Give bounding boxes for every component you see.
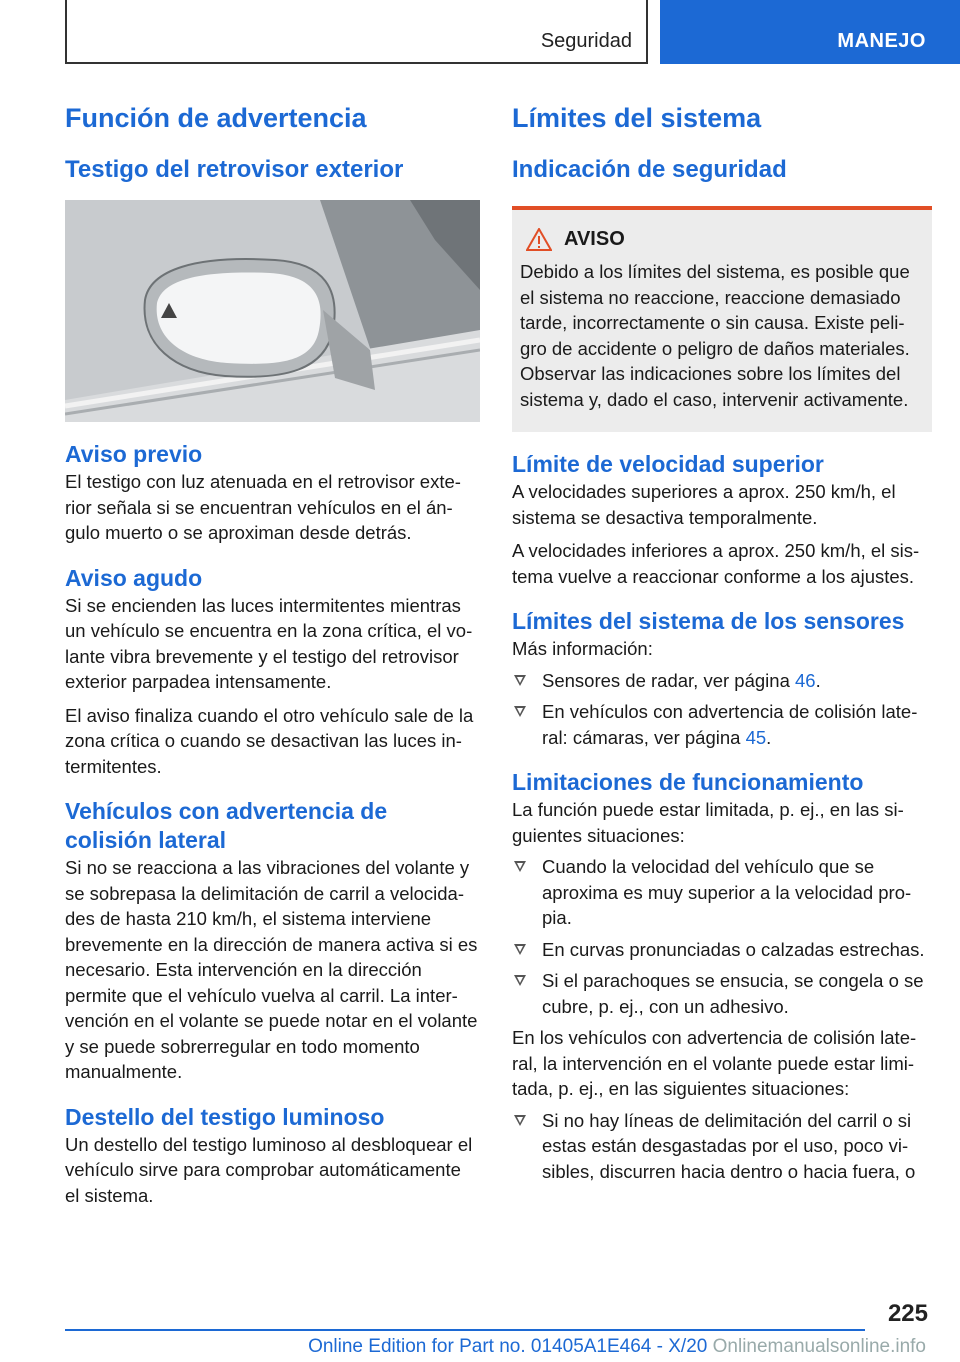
bullet-triangle-icon [514, 1115, 526, 1126]
bullet-triangle-icon [514, 975, 526, 986]
warning-triangle-icon [526, 228, 552, 251]
left-s3-title: Vehículos con advertencia de colisión lateral [65, 798, 388, 853]
page-link-46[interactable]: 46 [795, 669, 816, 691]
header-chapter-tab[interactable] [660, 0, 960, 64]
header-section-box [65, 0, 648, 64]
footer [308, 1336, 926, 1358]
left-h1: Función de advertencia [65, 103, 367, 133]
footer-edition: Online Edition for Part no. 01405A1E464 - X/20 [308, 1336, 708, 1357]
right-h1: Límites del sistema [512, 103, 762, 133]
warning-box [512, 206, 932, 432]
page-number: 225 [887, 1300, 928, 1327]
bullet-triangle-icon [514, 944, 526, 955]
list-item: Si el parachoques se ensucia, se congela o se cubre, p. ej., con un adhesivo. [512, 968, 932, 1019]
left-column [65, 100, 480, 1208]
warning-title: AVISO [564, 228, 625, 250]
right-s1-title: Límite de velocidad superior [512, 451, 824, 477]
right-s3-title: Limitaciones de funcionamiento [512, 769, 864, 795]
left-h2: Testigo del retrovisor exterior [65, 156, 404, 183]
left-s1-title: Aviso previo [65, 441, 203, 467]
list-item: En curvas pronunciadas o calzadas estrechas. [512, 937, 932, 963]
right-h2: Indicación de seguridad [512, 156, 787, 183]
left-s4-title: Destello del testigo luminoso [65, 1103, 385, 1130]
header-chapter-label: MANEJO [837, 30, 926, 52]
bullet-triangle-icon [514, 861, 526, 872]
sensor-list [512, 668, 932, 751]
left-s2-text-1: Si se encienden las luces intermitentes mientras un vehículo se encuentra en la zona crítica, el volante vibra brevemente y el testigo del retrovisor exterior parpadea intensamente. [65, 594, 473, 692]
left-s1-text: El testigo con luz atenuada en el retrovisor exterior señala si se encuentran vehículos en el ángulo muerto o se aproximan desde detrás. [65, 471, 461, 543]
right-s3-text-2: En los vehículos con advertencia de colisión lateral, la intervención en el volante puede estar limitada, p. ej., en las siguientes situaciones: [512, 1027, 917, 1099]
bullet-triangle-icon [514, 675, 526, 686]
bullet-triangle-icon [514, 706, 526, 717]
list-item: Si no hay líneas de delimitación del carril o si estas están desgastadas por el uso, poco visibles, discurren hacia dentro o hacia fuera, o [512, 1108, 932, 1185]
steering-limit-list [512, 1108, 932, 1185]
warning-text: Debido a los límites del sistema, es posible que el sistema no reaccione, reaccione demasiado tarde, incorrectamente o sin causa. Existe peligro de accidente o peligro de daños materiales. Observar las indicaciones sobre los límites del sistema y, dado el caso, intervenir activamente. [520, 261, 910, 410]
list-item: Sensores de radar, ver página 46. [512, 668, 932, 694]
footer-watermark: Onlinemanualsonline.info [712, 1336, 926, 1357]
limitations-list [512, 854, 932, 1019]
right-s1-text-1: A velocidades superiores a aprox. 250 km/h, el sistema se desactiva temporalmente. [512, 481, 896, 528]
warning-header [526, 228, 924, 251]
right-s3-text: La función puede estar limitada, p. ej., en las siguientes situaciones: [512, 799, 904, 846]
left-s3-text: Si no se reacciona a las vibraciones del volante y se sobrepasa la delimitación de carril a velocidades de hasta 210 km/h, el sistema interviene brevemente en la dirección de manera activa si es necesario. Esta intervención en la dirección permite que el vehículo vuelva al carril. La intervención en el volante se puede notar en el volante y se puede sobrerregular en todo momento manualmente. [65, 857, 478, 1082]
right-s2-title: Límites del sistema de los sensores [512, 608, 905, 634]
left-s2-title: Aviso agudo [65, 564, 203, 591]
right-s1-text-2: A velocidades inferiores a aprox. 250 km/h, el sistema vuelve a reaccionar conforme a los ajustes. [512, 540, 920, 587]
header-section-label: Seguridad [540, 30, 632, 52]
list-item: Cuando la velocidad del vehículo que se aproxima es muy superior a la velocidad propia. [512, 854, 932, 931]
mirror-illustration [65, 200, 480, 422]
page-link-45[interactable]: 45 [745, 726, 767, 748]
left-s2-text-2: El aviso finaliza cuando el otro vehículo sale de la zona crítica o cuando se desactivan las luces intermitentes. [65, 704, 474, 777]
right-s2-text: Más información: [512, 638, 653, 659]
right-column [512, 100, 932, 1190]
left-s4-text: Un destello del testigo luminoso al desbloquear el vehículo sirve para comprobar automáticamente el sistema. [65, 1133, 473, 1206]
footer-divider [65, 1329, 865, 1331]
list-item: En vehículos con advertencia de colisión lateral: cámaras, ver página 45. [512, 699, 932, 750]
